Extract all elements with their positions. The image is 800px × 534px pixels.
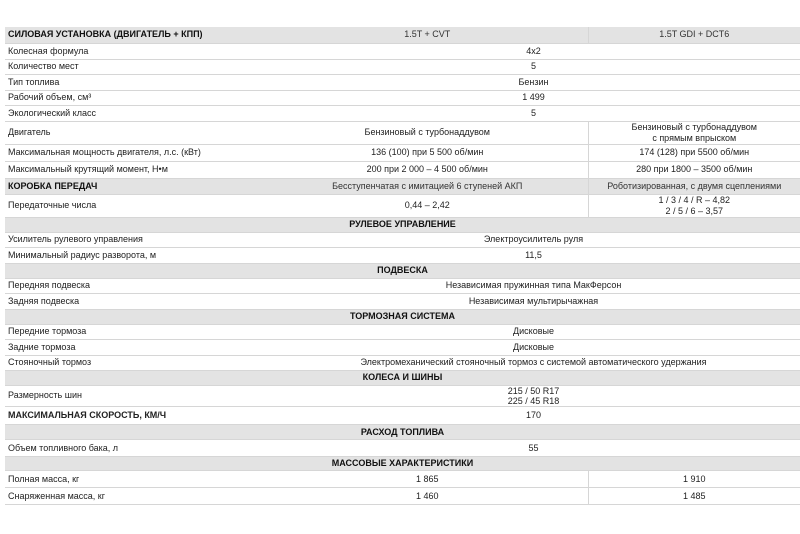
row-value-dct6: 280 при 1800 – 3500 об/мин: [588, 161, 800, 178]
max-speed-title: МАКСИМАЛЬНАЯ СКОРОСТЬ, КМ/Ч: [5, 407, 267, 425]
table-row: [5, 385, 800, 407]
row-label: Передние тормоза: [5, 324, 267, 339]
value-line: 2 / 5 / 6 – 3,57: [665, 205, 724, 216]
row-value-cvt: 0,44 – 2,42: [267, 194, 588, 217]
row-value: 11,5: [267, 247, 800, 263]
row-label: Количество мест: [5, 59, 267, 74]
table-row: [5, 121, 800, 144]
row-value-cvt: 1 460: [267, 488, 588, 505]
section-header-row: [5, 425, 800, 440]
row-label: Снаряженная масса, кг: [5, 488, 267, 505]
row-value: 55: [267, 440, 800, 457]
brakes-section-title: ТОРМОЗНАЯ СИСТЕМА: [5, 309, 800, 324]
value-line: с прямым впрыском: [652, 132, 737, 143]
value-line: Бензиновый с турбонаддувом: [631, 122, 757, 133]
column-header-dct6: 1.5T GDI + DCT6: [588, 27, 800, 43]
row-value-cvt: 136 (100) при 5 500 об/мин: [267, 144, 588, 161]
row-label: Рабочий объем, см³: [5, 90, 267, 105]
row-label: Размерность шин: [5, 385, 267, 407]
table-row: [5, 488, 800, 505]
row-value: Дисковые: [267, 324, 800, 339]
table-row: [5, 324, 800, 339]
table-row: [5, 161, 800, 178]
table-row: [5, 144, 800, 161]
row-value: 5: [267, 59, 800, 74]
section-header-row: [5, 309, 800, 324]
row-value-dct6: 1 910: [588, 471, 800, 488]
table-row: [5, 355, 800, 370]
gearbox-section-title: КОРОБКА ПЕРЕДАЧ: [5, 178, 267, 194]
row-value: Независимая пружинная типа МакФерсон: [267, 278, 800, 293]
row-value-dct6: [588, 121, 800, 144]
row-label: Усилитель рулевого управления: [5, 232, 267, 247]
row-value-cvt: Бензиновый с турбонаддувом: [267, 121, 588, 144]
table-row: [5, 194, 800, 217]
row-value: Независимая мультирычажная: [267, 293, 800, 309]
section-header-row: [5, 263, 800, 278]
row-label: Минимальный радиус разворота, м: [5, 247, 267, 263]
table-row: [5, 440, 800, 457]
steering-section-title: РУЛЕВОЕ УПРАВЛЕНИЕ: [5, 217, 800, 232]
row-label: Задняя подвеска: [5, 293, 267, 309]
row-value-dct6: [588, 194, 800, 217]
row-label: Передаточные числа: [5, 194, 267, 217]
table-row: [5, 247, 800, 263]
row-value: 5: [267, 105, 800, 121]
row-value-cvt: 1 865: [267, 471, 588, 488]
wheels-section-title: КОЛЕСА И ШИНЫ: [5, 370, 800, 385]
column-header-cvt: 1.5T + CVT: [267, 27, 588, 43]
value-line: 225 / 45 R18: [507, 395, 560, 406]
fuel-section-title: РАСХОД ТОПЛИВА: [5, 425, 800, 440]
table-row: [5, 43, 800, 59]
row-value: Бензин: [267, 74, 800, 90]
row-value-cvt: Бесступенчатая с имитацией 6 ступеней АКП: [267, 178, 588, 194]
row-label: Стояночный тормоз: [5, 355, 267, 370]
row-value-dct6: Роботизированная, с двумя сцеплениями: [588, 178, 800, 194]
table-row: [5, 278, 800, 293]
row-label: Максимальная мощность двигателя, л.с. (кВт): [5, 144, 267, 161]
row-label: Колесная формула: [5, 43, 267, 59]
row-value-dct6: 174 (128) при 5500 об/мин: [588, 144, 800, 161]
row-label: Тип топлива: [5, 74, 267, 90]
table-row: [5, 90, 800, 105]
table-row: [5, 74, 800, 90]
specifications-table: [5, 27, 800, 505]
table-row: [5, 339, 800, 355]
row-label: Полная масса, кг: [5, 471, 267, 488]
value-line: 1 / 3 / 4 / R – 4,82: [658, 195, 731, 206]
value-line: 215 / 50 R17: [507, 385, 560, 396]
gearbox-row: [5, 178, 800, 194]
suspension-section-title: ПОДВЕСКА: [5, 263, 800, 278]
row-value: Электроусилитель руля: [267, 232, 800, 247]
powertrain-section-title: СИЛОВАЯ УСТАНОВКА (ДВИГАТЕЛЬ + КПП): [5, 27, 267, 43]
row-label: Задние тормоза: [5, 339, 267, 355]
row-label: Максимальный крутящий момент, Н•м: [5, 161, 267, 178]
mass-section-title: МАССОВЫЕ ХАРАКТЕРИСТИКИ: [5, 457, 800, 471]
table-row: [5, 293, 800, 309]
row-label: Объем топливного бака, л: [5, 440, 267, 457]
row-label: Экологический класс: [5, 105, 267, 121]
section-header-row: [5, 370, 800, 385]
row-value: 4x2: [267, 43, 800, 59]
header-row: [5, 27, 800, 43]
table-row: [5, 232, 800, 247]
table-row: [5, 471, 800, 488]
section-header-row: [5, 457, 800, 471]
table-row: [5, 407, 800, 425]
row-value-cvt: 200 при 2 000 – 4 500 об/мин: [267, 161, 588, 178]
row-label: Двигатель: [5, 121, 267, 144]
row-value: [267, 385, 800, 407]
row-value: Электромеханический стояночный тормоз с системой автоматического удержания: [267, 355, 800, 370]
row-value: 1 499: [267, 90, 800, 105]
row-value: 170: [267, 407, 800, 425]
table-row: [5, 105, 800, 121]
row-value: Дисковые: [267, 339, 800, 355]
table-row: [5, 59, 800, 74]
row-label: Передняя подвеска: [5, 278, 267, 293]
section-header-row: [5, 217, 800, 232]
row-value-dct6: 1 485: [588, 488, 800, 505]
